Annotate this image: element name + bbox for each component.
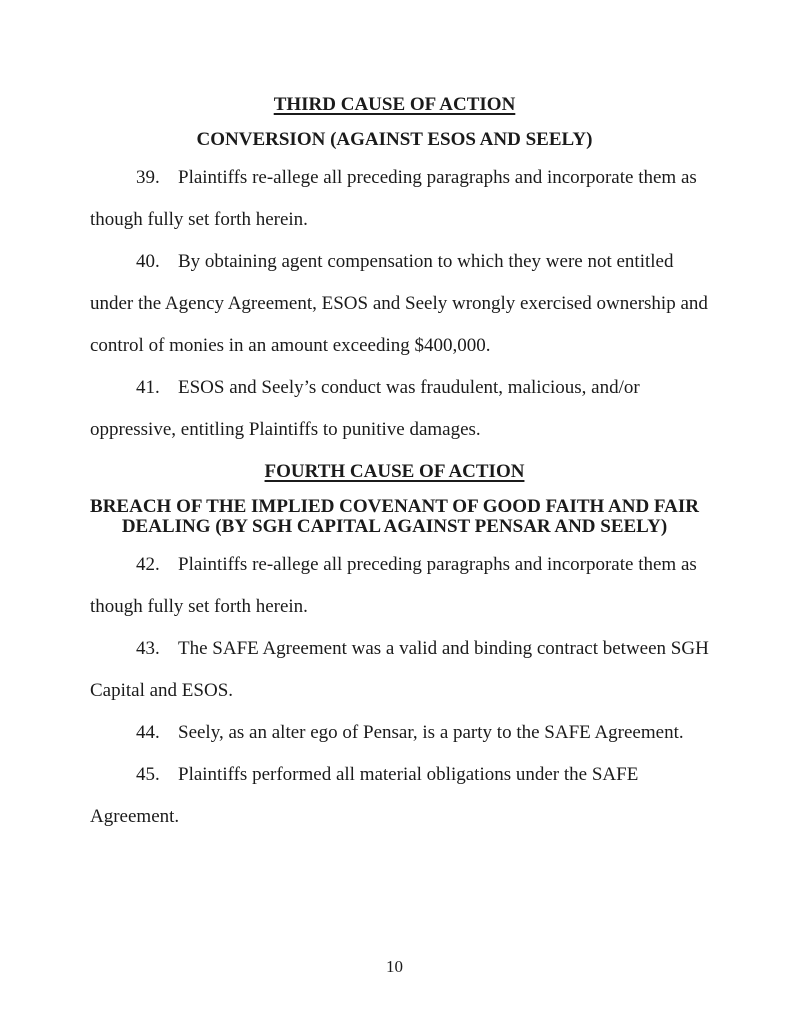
paragraph-text: Plaintiffs performed all material obligations under the SAFE (178, 764, 639, 785)
paragraph-text: Plaintiffs re-allege all preceding paragraphs and incorporate them as (178, 554, 697, 575)
paragraph-number: 45. (136, 764, 160, 785)
paragraph-line: under the Agency Agreement, ESOS and Seely wrongly exercised ownership and (90, 293, 708, 314)
paragraph-line (90, 167, 699, 188)
paragraph-41 (90, 377, 699, 440)
paragraph-number: 44. (136, 722, 160, 743)
paragraph-line (90, 251, 699, 272)
paragraph-43 (90, 638, 709, 701)
paragraph-number: 40. (136, 251, 160, 272)
paragraph-line (90, 638, 709, 659)
paragraph-line: though fully set forth herein. (90, 209, 308, 230)
paragraph-line (90, 764, 699, 785)
paragraph-line: control of monies in an amount exceeding $400,000. (90, 335, 491, 356)
paragraph-line (90, 377, 699, 398)
paragraph-text: By obtaining agent compensation to which they were not entitled (178, 251, 674, 272)
paragraph-line (90, 554, 699, 575)
paragraph-39 (90, 167, 699, 230)
paragraph-number: 42. (136, 554, 160, 575)
cause-heading-third (90, 94, 699, 115)
paragraph-number: 41. (136, 377, 160, 398)
cause-subheading-third (90, 130, 699, 150)
cause-subheading-fourth (90, 497, 699, 537)
cause-heading-fourth-text: FOURTH CAUSE OF ACTION (264, 461, 525, 482)
paragraph-44 (90, 722, 699, 743)
paragraph-line (90, 722, 699, 743)
paragraph-text: The SAFE Agreement was a valid and binding contract between SGH (178, 638, 709, 659)
paragraph-line: oppressive, entitling Plaintiffs to punitive damages. (90, 419, 481, 440)
paragraph-text: Seely, as an alter ego of Pensar, is a party to the SAFE Agreement. (178, 722, 684, 743)
subheading-line: DEALING (BY SGH CAPITAL AGAINST PENSAR AND SEELY) (121, 516, 668, 537)
subheading-line: BREACH OF THE IMPLIED COVENANT OF GOOD FAITH AND FAIR (90, 496, 699, 517)
paragraph-45 (90, 764, 699, 827)
paragraph-number: 39. (136, 167, 160, 188)
paragraph-line: though fully set forth herein. (90, 596, 308, 617)
paragraph-text: ESOS and Seely’s conduct was fraudulent, malicious, and/or (178, 377, 640, 398)
paragraph-40 (90, 251, 708, 356)
paragraph-line: Capital and ESOS. (90, 680, 234, 701)
cause-heading-fourth (90, 461, 699, 482)
paragraph-number: 43. (136, 638, 160, 659)
cause-heading-third-text: THIRD CAUSE OF ACTION (273, 94, 516, 115)
paragraph-42 (90, 554, 699, 617)
document-body (90, 94, 709, 848)
subheading-line: CONVERSION (AGAINST ESOS AND SEELY) (196, 129, 593, 150)
page-number: 10 (386, 957, 403, 976)
paragraph-line: Agreement. (90, 806, 180, 827)
paragraph-text: Plaintiffs re-allege all preceding paragraphs and incorporate them as (178, 167, 697, 188)
